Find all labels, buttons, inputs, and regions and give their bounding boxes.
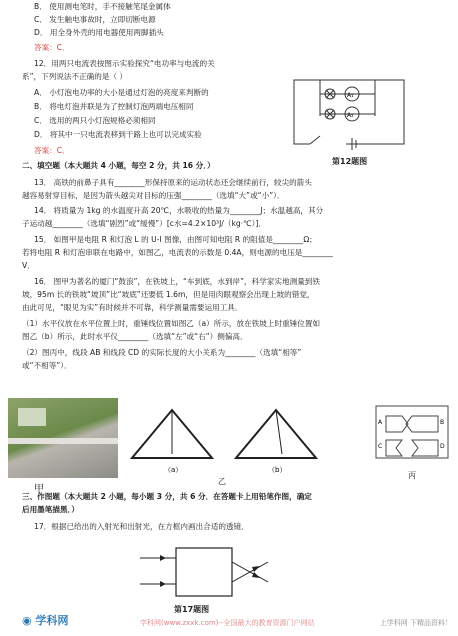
text-line: 12．用两只电流表按图示实验探究“电功率与电流的关 bbox=[34, 59, 215, 68]
figure-16-bing-diagram bbox=[372, 402, 452, 466]
text-line: D． 用全身外壳的用电器使用两脚插头 bbox=[34, 28, 164, 37]
label-A: A bbox=[378, 419, 383, 426]
text-line: 越容易射穿目标，是因为箭头越尖对目标的压强________（选填“大”或“小”）． bbox=[22, 191, 285, 200]
zxxk-logo: ◉ 学科网 bbox=[22, 614, 69, 627]
figure-16-level-diagrams bbox=[124, 402, 324, 474]
text-line: （1）水平仪放在水平位置上时，重锤线位置如图乙（a）所示，放在铁坡上时重锤位置如 bbox=[22, 319, 321, 328]
text-line: 若将电阻 R 和灯泡串联在电路中，如图乙，电流表的示数是 0.4A，则电源的电压是________ bbox=[22, 248, 333, 257]
label-D: D bbox=[440, 443, 445, 450]
ammeter-a1-label: A₁ bbox=[347, 92, 354, 99]
ammeter-a2-label: A₂ bbox=[347, 112, 354, 119]
text-line: 后用墨笔描黑．） bbox=[22, 505, 79, 514]
label-C: C bbox=[378, 443, 383, 450]
text-line: 16． 图甲为著名的厦门“鼓浪”，在铁坡上，“车到底，水到岸”，科学家实地测量到铁 bbox=[34, 277, 320, 286]
text-line: 二、填空题（本大题共 4 小题，每空 2 分，共 16 分．） bbox=[22, 161, 215, 170]
text-line: （2）图丙中，线段 AB 和线段 CD 的实际长度的大小关系为________（选填“相等” bbox=[22, 348, 302, 357]
footer-right-text: 上学科网 下精品资料！ bbox=[379, 619, 452, 627]
text-line: 由此可见，“眼见为实”有时候并不可靠，科学测量需要运用工具． bbox=[22, 303, 243, 312]
label-B: B bbox=[440, 419, 445, 426]
label-b: （b） bbox=[268, 466, 287, 474]
label-a: （a） bbox=[164, 466, 183, 474]
figure-16-photo bbox=[8, 398, 118, 478]
figure-16-bing-caption: 丙 bbox=[408, 471, 416, 480]
figure-16-yi-caption: 乙 bbox=[218, 477, 226, 486]
text-line: V． bbox=[22, 261, 35, 270]
text-line: 图乙（b）所示，此时水平仪________（选填“左”或“右”）侧偏高． bbox=[22, 332, 248, 341]
text-line: D． 将其中一只电流表移到干路上也可以完成实验 bbox=[34, 130, 202, 139]
text-line: B． 使用测电笔时，手不接触笔尾金属体 bbox=[34, 2, 171, 11]
text-line: 13． 高铁的前鼻子具有________形保持原来的运动状态还会继续前行，较尖的箭头 bbox=[34, 178, 312, 187]
text-line: 14． 将质量为 1kg 的水温度升高 20℃，水吸收的热量为________J；水温越高，其分 bbox=[34, 206, 324, 215]
figure-12-caption: 第12题图 bbox=[332, 157, 368, 166]
text-line: 或“不相等”）． bbox=[22, 361, 72, 370]
text-line: 坡，95m 长的铁坡“坡顶”比“坡底”还要低 1.6m，但是用肉眼观察会出现上坡的错觉， bbox=[22, 290, 315, 299]
figure-17-caption: 第17题图 bbox=[174, 605, 210, 614]
footer-center-text: 学科网(www.zxxk.com)--全国最大的教育资源门户网站 bbox=[140, 619, 315, 627]
text-line: 三、作图题（本大题共 2 小题，每小题 3 分，共 6 分．在答题卡上用铅笔作图，确定 bbox=[22, 492, 312, 501]
text-line: 答案：C． bbox=[34, 43, 70, 52]
text-line: 答案：C． bbox=[34, 146, 70, 155]
text-line: 15． 如图甲是电阻 R 和灯泡 L 的 U-I 图像，由图可知电阻 R 的阻值是________Ω； bbox=[34, 235, 317, 244]
logo-icon: ◉ bbox=[22, 614, 32, 627]
text-line: C． 选用的两只小灯泡规格必须相同 bbox=[34, 116, 156, 125]
text-line: B． 将电灯泡并联是为了控制灯泡两端电压相同 bbox=[34, 102, 194, 111]
text-line: C． 发生触电事故时，立即切断电源 bbox=[34, 15, 156, 24]
text-line: 17．根据已给出的入射光和出射光，在方框内画出合适的透镜． bbox=[34, 522, 249, 531]
text-line: 子运动越________（选填“剧烈”或“缓慢”）[c水=4.2×10³J/（kg·℃）]． bbox=[22, 219, 266, 228]
text-line: A． 小灯泡电功率的大小是通过灯泡的亮度来判断的 bbox=[34, 88, 209, 97]
figure-12-circuit bbox=[290, 76, 410, 154]
figure-16-jia-caption: 甲 bbox=[34, 484, 44, 495]
figure-17-lens-box bbox=[136, 544, 276, 600]
text-line: 系”，下列说法不正确的是（ ） bbox=[22, 72, 128, 81]
